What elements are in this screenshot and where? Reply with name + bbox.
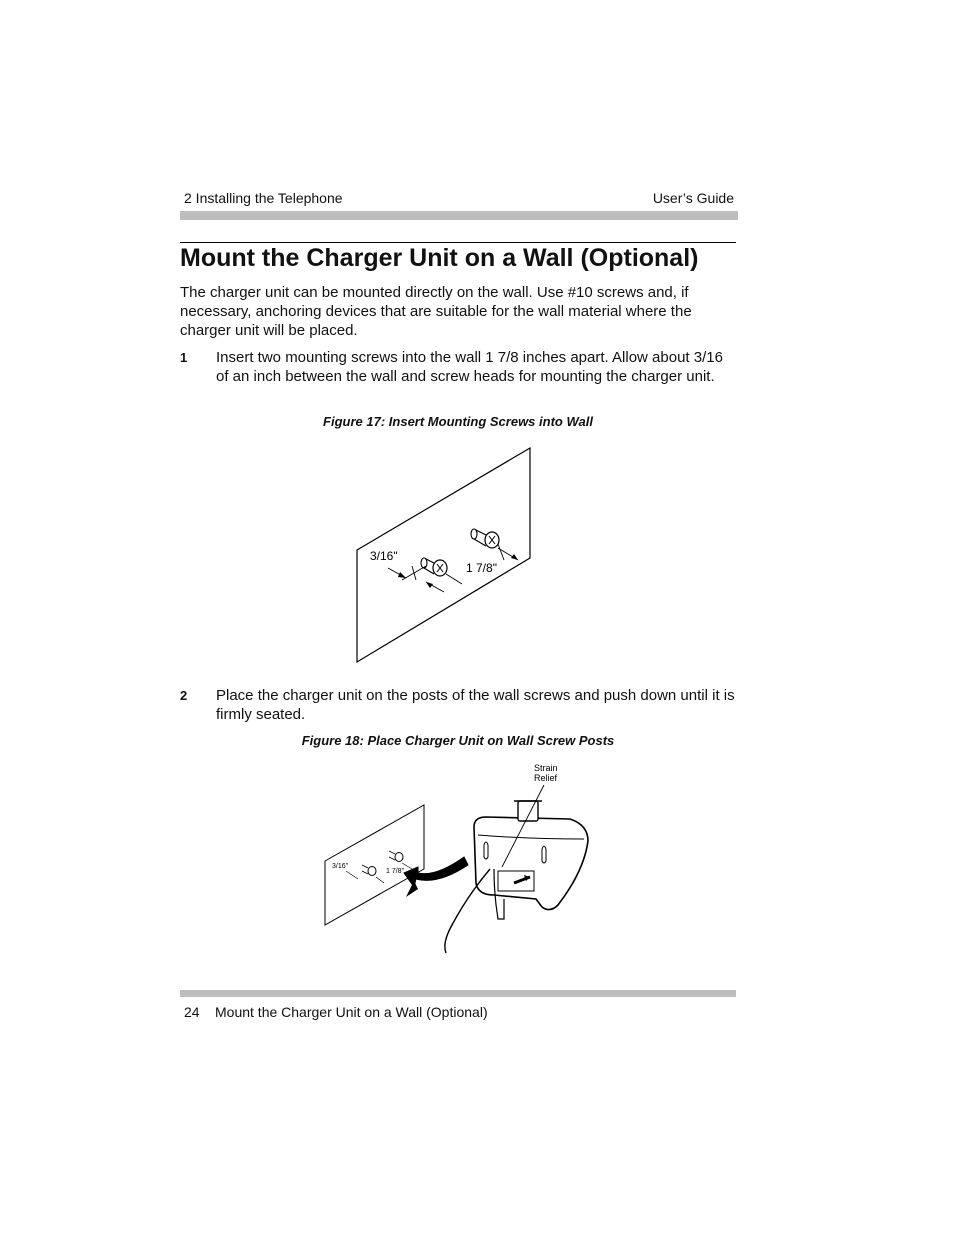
header-bar (180, 211, 738, 220)
header-guide: User’s Guide (652, 190, 734, 206)
page-number: 24 (184, 1004, 200, 1020)
figure-17-gap-label: 3/16" (370, 549, 398, 563)
step-text: Place the charger unit on the posts of the wall screws and push down until it is firmly seated. (216, 687, 735, 723)
intro-paragraph: The charger unit can be mounted directly on the wall. Use #10 screws and, if necessary, anchoring devices that are suitable for the wall material where the charger unit will be placed. (180, 284, 692, 339)
callout-label-line2: Relief (534, 773, 558, 783)
step-1 (180, 348, 736, 408)
footer-bar (180, 990, 736, 997)
step-text: Insert two mounting screws into the wall 1 7/8 inches apart. Allow about 3/16 of an inch between the wall and screw heads for mounting the charger unit. (216, 349, 723, 385)
figure-18-spacing-label: 1 7/8" (386, 868, 405, 875)
step-2 (180, 686, 736, 726)
header-chapter: 2 Installing the Telephone (184, 190, 343, 206)
footer-title: Mount the Charger Unit on a Wall (Optional) (215, 1004, 488, 1020)
step-number: 2 (180, 688, 188, 703)
charger-unit (474, 801, 588, 910)
figure-17-caption: Figure 17: Insert Mounting Screws into Wall (323, 414, 593, 429)
figure-18-charger-mount (318, 755, 608, 965)
page-title: Mount the Charger Unit on a Wall (Optional) (180, 244, 699, 272)
callout-label-line1: Strain (534, 763, 558, 773)
figure-18-gap-label: 3/16" (332, 863, 349, 870)
figure-17-wall-screws (340, 440, 540, 668)
figure-17-spacing-label: 1 7/8" (466, 561, 497, 575)
figure-18-caption: Figure 18: Place Charger Unit on Wall Screw Posts (301, 733, 615, 748)
step-number: 1 (180, 350, 188, 365)
